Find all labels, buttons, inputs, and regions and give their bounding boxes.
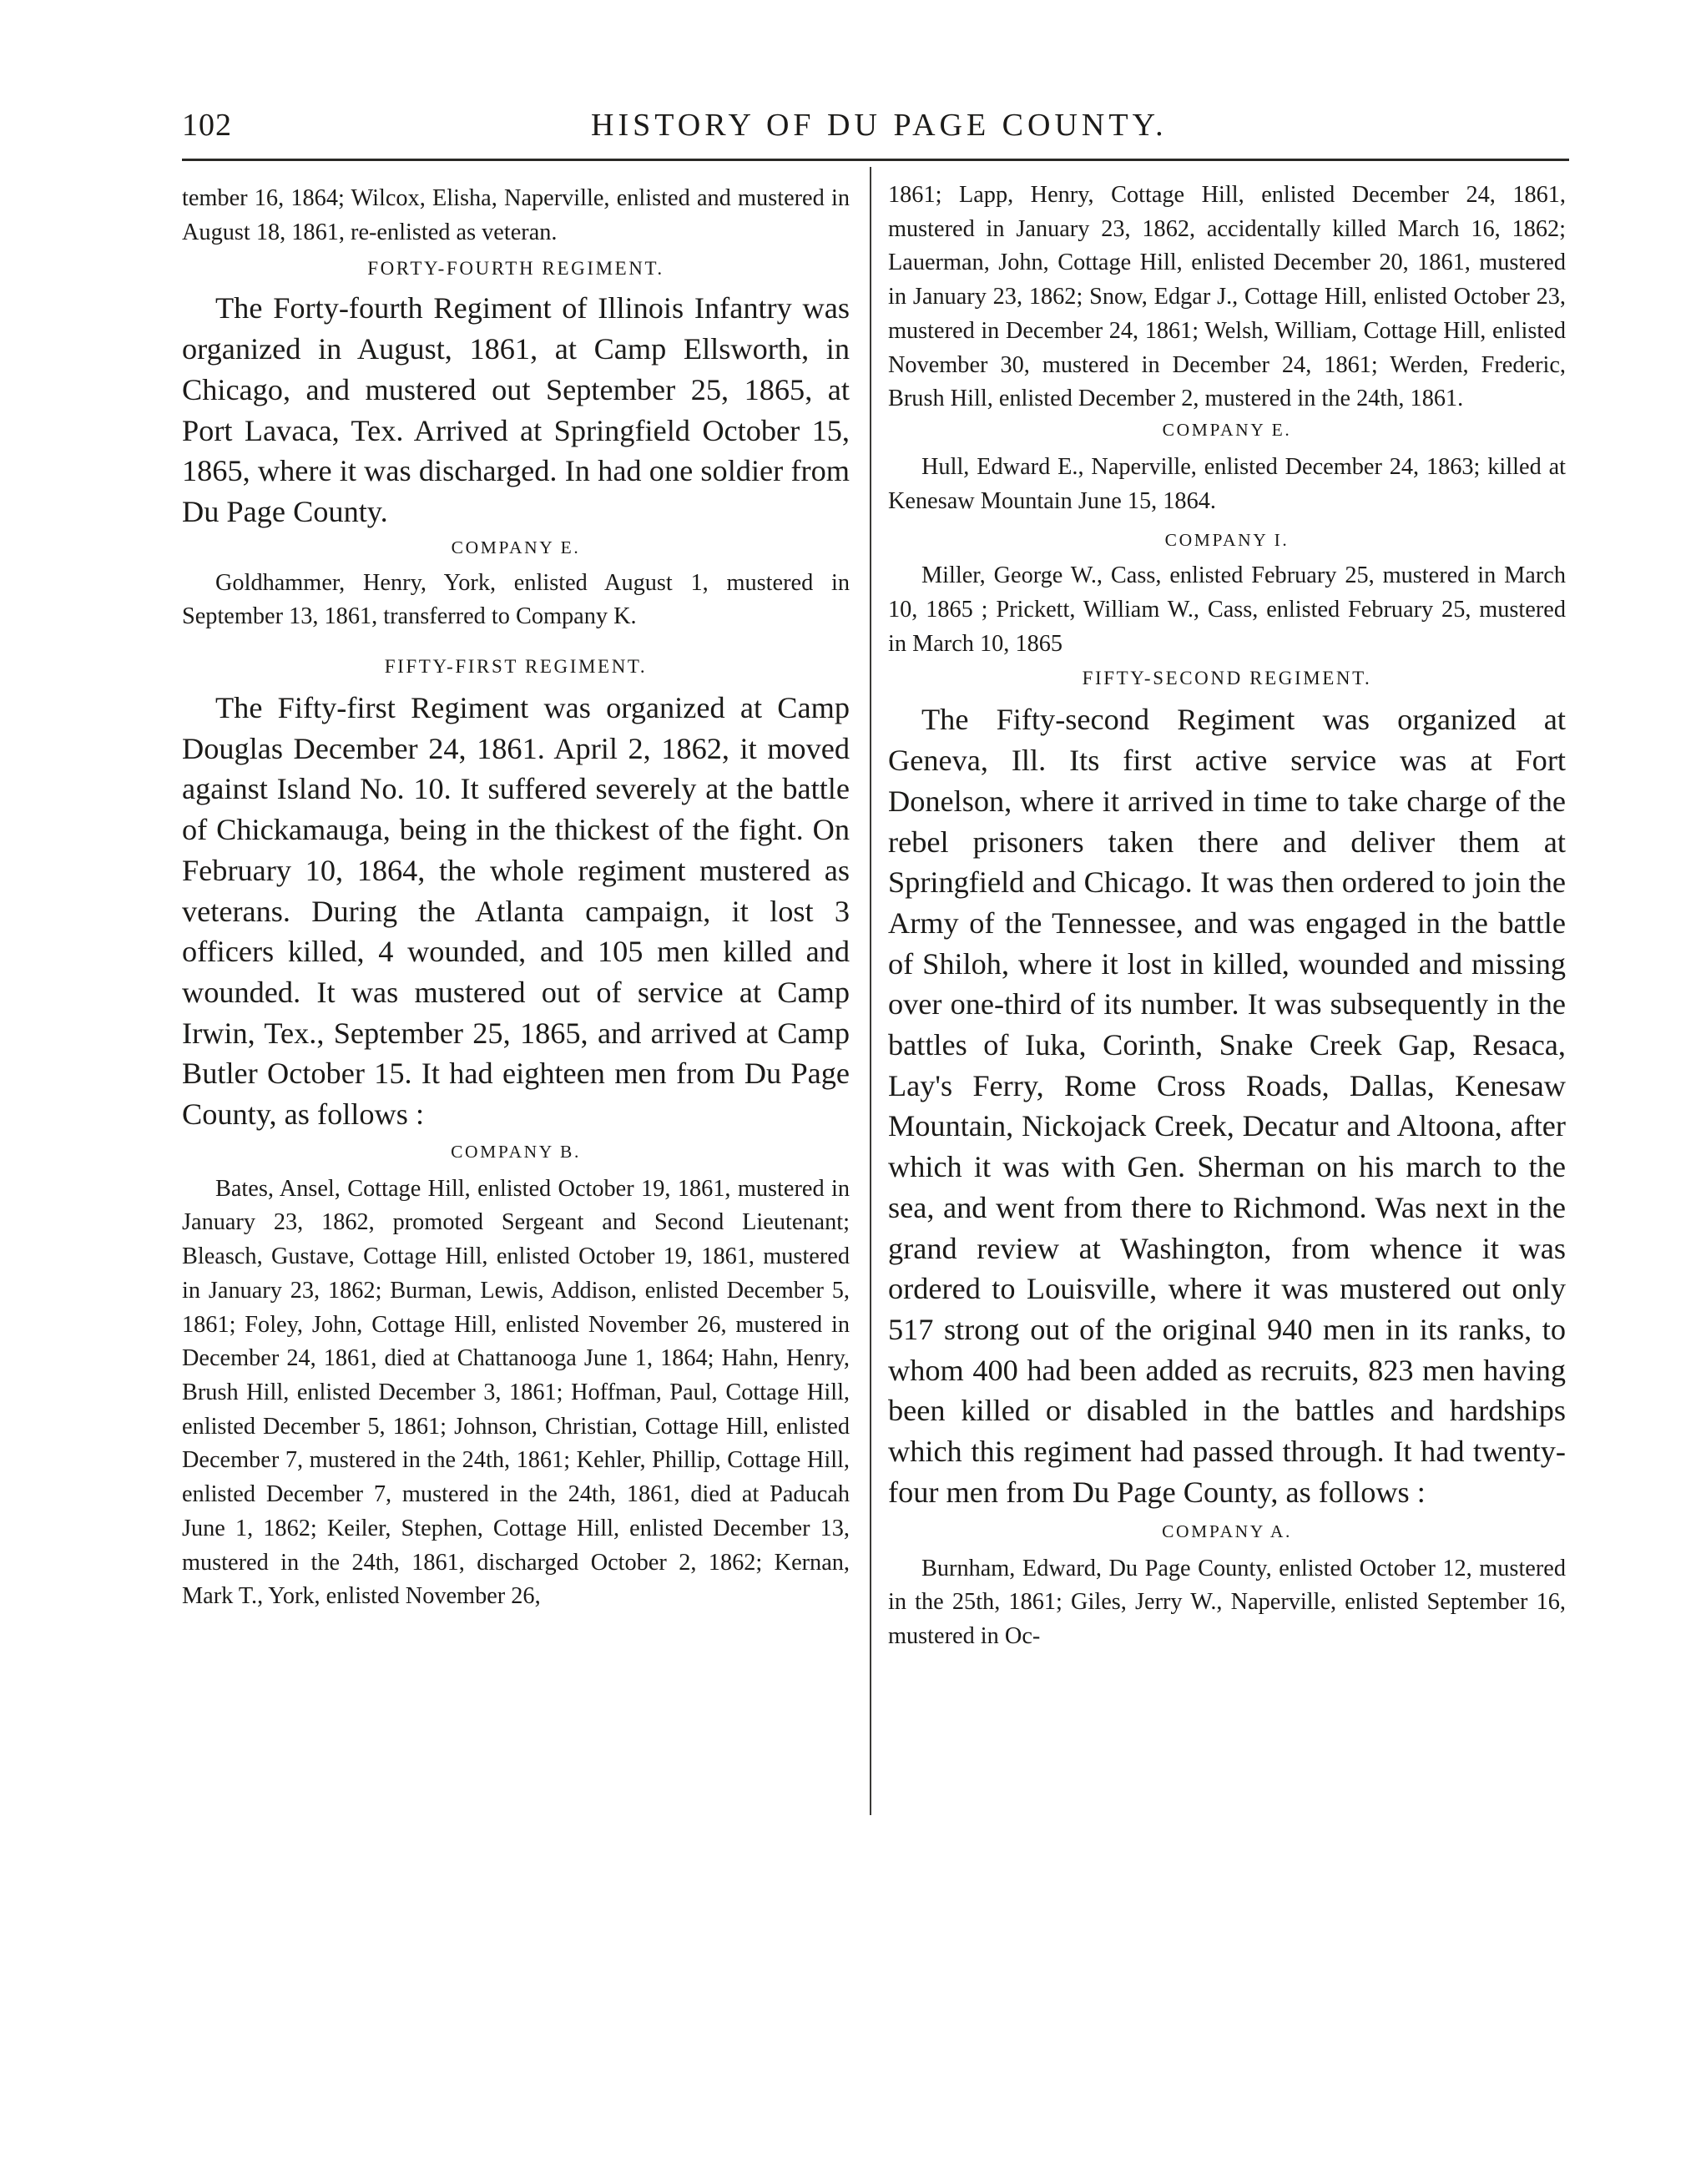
paragraph: The Fifty-second Regiment was organized at Geneva, Ill. Its first active service was at Fort Donelson, where it arrived in time to take charge of the rebel prisoners taken there and deliver them at Springfield and Chicago. It was then ordered to join the Army of the Tennessee, and was engaged in the battle of Shiloh, where it lost in killed, wounded and missing over one-third of its number. It was subsequently in the battles of Iuka, Corinth, Snake Creek Gap, Resaca, Lay's Ferry, Rome Cross Roads, Dallas, Kenesaw Mountain, Nickojack Creek, Decatur and Altoona, after which it was with Gen. Sherman on his march to the sea, and went from there to Richmond. Was next in the grand review at Washington, from whence it was ordered to Louisville, where it was mustered out only 517 strong out of the original 940 men in its ranks, to whom 400 had been added as recruits, 823 men having been killed or disabled in the battles and hardships which this regiment had passed through. It had twenty-four men from Du Page County, as follows : <box>888 703 1566 1509</box>
running-head: HISTORY OF DU PAGE COUNTY. <box>591 108 1168 143</box>
header-rule <box>182 159 1569 161</box>
company-heading: COMPANY I. <box>1164 530 1290 551</box>
left-column <box>182 167 850 1614</box>
paragraph: Bates, Ansel, Cottage Hill, enlisted October 19, 1861, mustered in January 23, 1862, promoted Sergeant and Second Lieutenant; Bleasch, Gustave, Cottage Hill, enlisted October 19, 1861, mustered in January 23, 1862; Burman, Lewis, Addison, enlisted December 5, 1861; Foley, John, Cottage Hill, enlisted November 26, mustered in December 24, 1861, died at Chattanooga June 1, 1864; Hahn, Henry, Brush Hill, enlisted December 3, 1861; Hoffman, Paul, Cottage Hill, enlisted December 5, 1861; Johnson, Christian, Cottage Hill, enlisted December 7, mustered in the 24th, 1861; Kehler, Phillip, Cottage Hill, enlisted December 7, mustered in the 24th, 1861, died at Paducah June 1, 1862; Keiler, Stephen, Cottage Hill, enlisted December 13, mustered in the 24th, 1861, discharged October 2, 1862; Kernan, Mark T., York, enlisted November 26, <box>182 1175 850 1610</box>
company-heading: COMPANY A. <box>1162 1521 1292 1541</box>
section-heading: FIFTY-FIRST REGIMENT. <box>384 656 648 678</box>
paragraph: Goldhammer, Henry, York, enlisted August 1, mustered in September 13, 1861, transferred to Company K. <box>182 569 850 630</box>
paragraph: The Fifty-first Regiment was organized at Camp Douglas December 24, 1861. April 2, 1862, it moved against Island No. 10. It suffered severely at the battle of Chickamauga, being in the thickest of the fight. On February 10, 1864, the whole regiment mustered as veterans. During the Atlanta campaign, it lost 3 officers killed, 4 wounded, and 105 men killed and wounded. It was mustered out of service at Camp Irwin, Tex., September 25, 1865, and arrived at Camp Butler October 15. It had eighteen men from Du Page County, as follows : <box>182 691 850 1132</box>
section-heading: FORTY-FOURTH REGIMENT. <box>367 258 664 280</box>
column-divider <box>870 167 871 1815</box>
company-heading: COMPANY E. <box>451 537 581 557</box>
company-heading: COMPANY B. <box>451 1141 581 1162</box>
section-heading: FIFTY-SECOND REGIMENT. <box>1082 668 1372 689</box>
page-header <box>182 107 1559 157</box>
company-heading: COMPANY E. <box>1162 419 1292 440</box>
right-column <box>888 167 1566 1654</box>
paragraph: The Forty-fourth Regiment of Illinois Infantry was organized in August, 1861, at Camp Ellsworth, in Chicago, and mustered out September 25, 1865, at Port Lavaca, Tex. Arrived at Springfield October 15, 1865, where it was discharged. In had one soldier from Du Page County. <box>182 291 850 528</box>
paragraph: Hull, Edward E., Naperville, enlisted December 24, 1863; killed at Kenesaw Mountain June 15, 1864. <box>888 453 1566 514</box>
page-number: 102 <box>182 108 232 143</box>
paragraph: tember 16, 1864; Wilcox, Elisha, Naperville, enlisted and mustered in August 18, 1861, re-enlisted as veteran. <box>182 185 850 245</box>
paragraph: Miller, George W., Cass, enlisted February 25, mustered in March 10, 1865 ; Prickett, William W., Cass, enlisted February 25, mustered in March 10, 1865 <box>888 562 1566 657</box>
paragraph: 1861; Lapp, Henry, Cottage Hill, enlisted December 24, 1861, mustered in January 23, 1862, accidentally killed March 16, 1862; Lauerman, John, Cottage Hill, enlisted December 20, 1861, mustered in January 23, 1862; Snow, Edgar J., Cottage Hill, enlisted October 23, mustered in December 24, 1861; Welsh, William, Cottage Hill, enlisted November 30, mustered in December 24, 1861; Werden, Frederic, Brush Hill, enlisted December 2, mustered in the 24th, 1861. <box>888 182 1566 412</box>
paragraph: Burnham, Edward, Du Page County, enlisted October 12, mustered in the 25th, 1861; Giles, Jerry W., Naperville, enlisted September 16, mustered in Oc- <box>888 1555 1566 1649</box>
